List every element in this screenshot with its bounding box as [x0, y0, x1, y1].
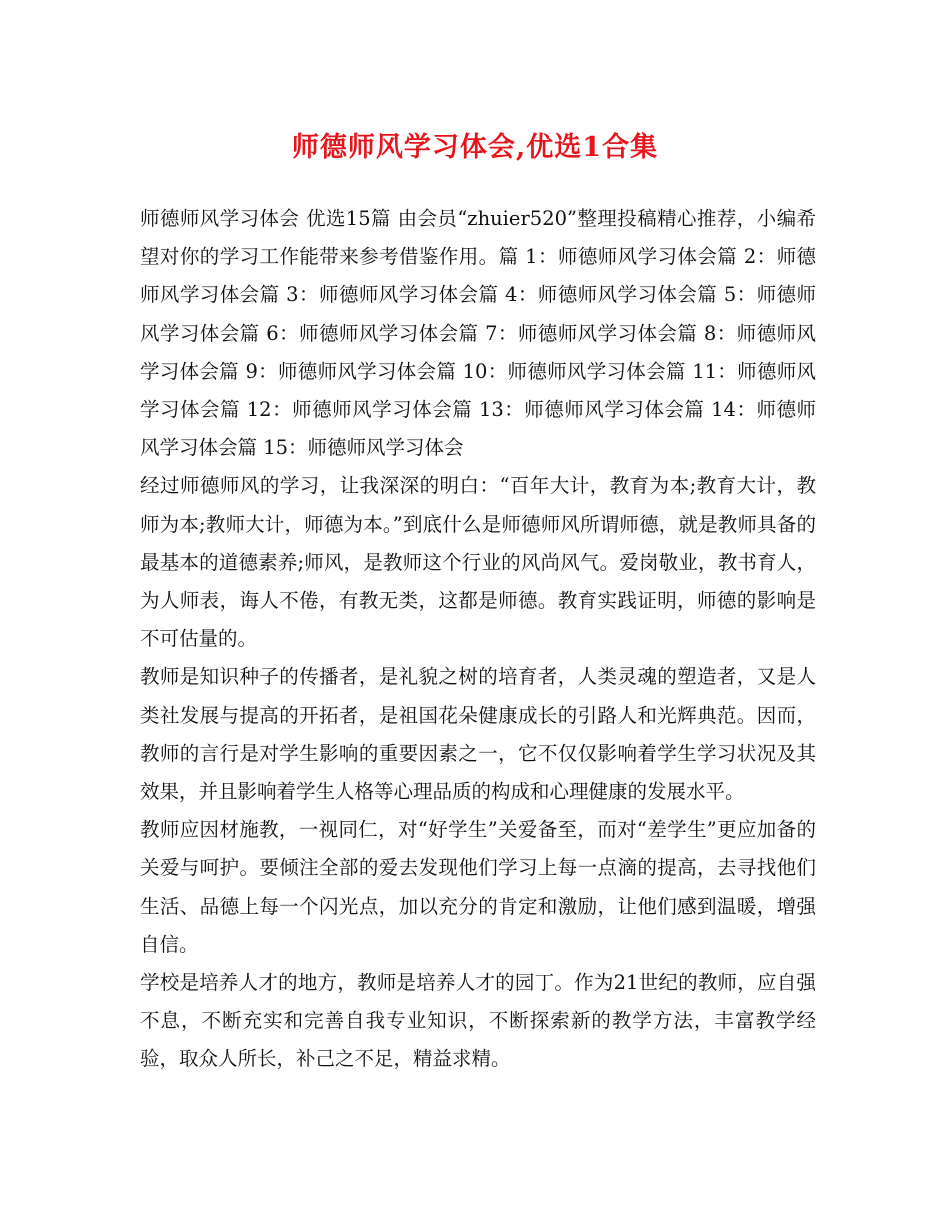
paragraph-1: 经过师德师风的学习，让我深深的明白：“百年大计，教育为本;教育大计，教师为本;教师大计，师德为本。”到底什么是师德师风所谓师德，就是教师具备的最基本的道德素养;师风，是教师这个行业的风尚风气。爱岗敬业，教书育人，为人师表，诲人不倦，有教无类，这都是师德。教育实践证明，师德的影响是不可估量的。 — [140, 474, 816, 651]
paragraph-3: 教师应因材施教，一视同仁，对“好学生”关爱备至，而对“差学生”更应加备的关爱与呵护。要倾注全部的爱去发现他们学习上每一点滴的提高，去寻找他们生活、品德上每一个闪光点，加以充分的肯定和激励，让他们感到温暖，增强自信。 — [140, 818, 816, 956]
document-body — [140, 200, 816, 1079]
paragraph-intro: 师德师风学习体会 优选15篇 由会员“zhuier520”整理投稿精心推荐，小编希望对你的学习工作能带来参考借鉴作用。篇 1：师德师风学习体会篇 2：师德师风学习体会篇 3：师德师风学习体会篇 4：师德师风学习体会篇 5：师德师风学习体会篇 6：师德师风学习体会篇 7：师德师风学习体会篇 8：师德师风学习体会篇 9：师德师风学习体会篇 10：师德师风学习体会篇 11：师德师风学习体会篇 12：师德师风学习体会篇 13：师德师风学习体会篇 14：师德师风学习体会篇 15：师德师风学习体会 — [140, 207, 816, 460]
paragraph-2: 教师是知识种子的传播者，是礼貌之树的培育者，人类灵魂的塑造者，又是人类社发展与提高的开拓者，是祖国花朵健康成长的引路人和光辉典范。因而，教师的言行是对学生影响的重要因素之一，它不仅仅影响着学生学习状况及其效果，并且影响着学生人格等心理品质的构成和心理健康的发展水平。 — [140, 665, 816, 804]
document-title: 师德师风学习体会,优选1合集 — [291, 132, 659, 163]
paragraph-4: 学校是培养人才的地方，教师是培养人才的园丁。作为21世纪的教师，应自强不息，不断充实和完善自我专业知识，不断探索新的教学方法，丰富教学经验，取众人所长，补己之不足，精益求精。 — [140, 971, 816, 1071]
